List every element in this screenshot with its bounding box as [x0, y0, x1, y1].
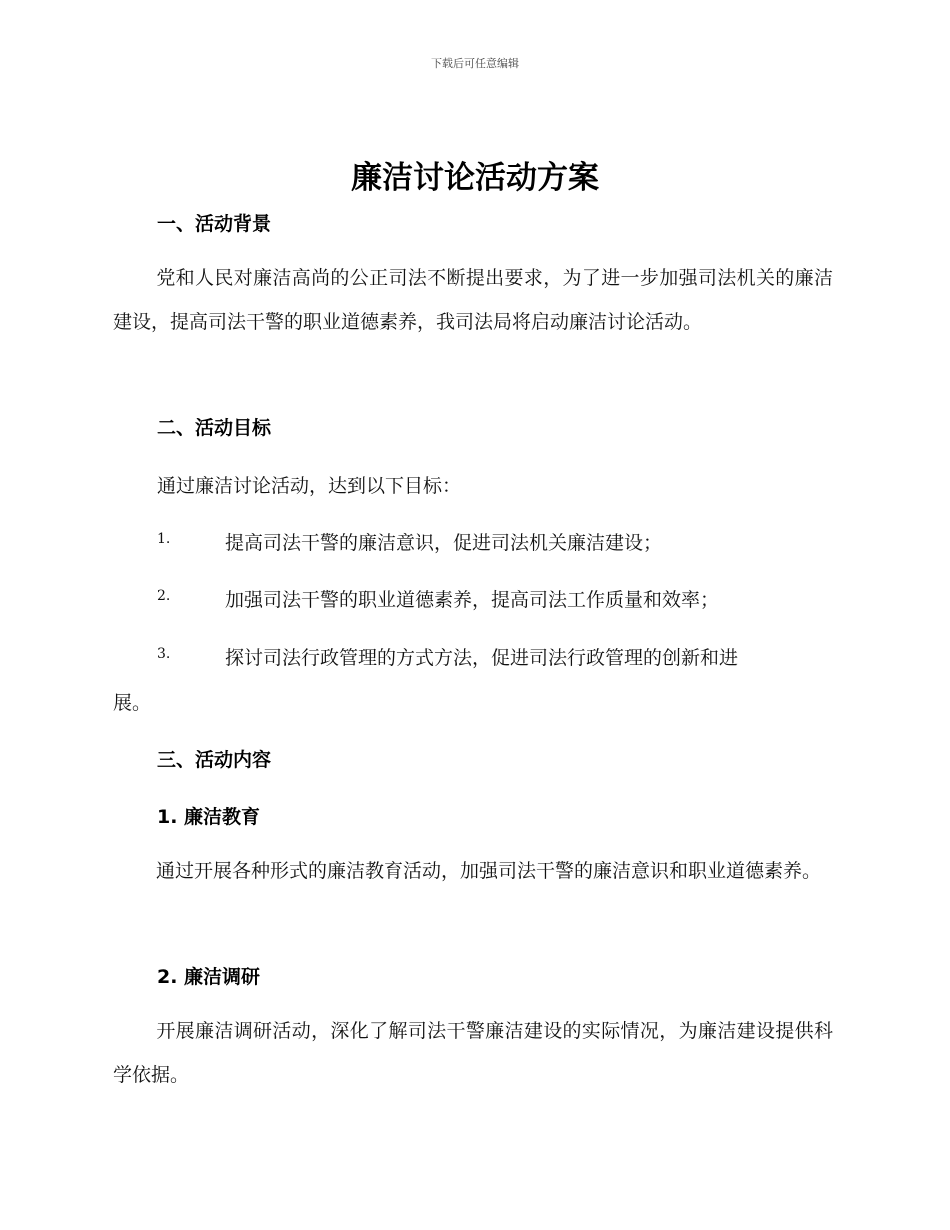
section-heading-content: 三、活动内容 — [157, 749, 272, 771]
list-item-text: 加强司法干警的职业道德素养，提高司法工作质量和效率； — [225, 589, 720, 611]
paragraph-background-text: 党和人民对廉洁高尚的公正司法不断提出要求，为了进一步加强司法机关的廉洁建设，提高司法干警的职业道德素养，我司法局将启动廉洁讨论活动。 — [113, 267, 833, 333]
list-item-number: 3. — [157, 646, 171, 662]
paragraph-education — [113, 849, 833, 893]
subsection-heading-research: 2. 廉洁调研 — [157, 966, 261, 988]
list-item-number: 1. — [157, 531, 171, 547]
paragraph-background — [113, 256, 833, 344]
document-title: 廉洁讨论活动方案 — [351, 160, 599, 196]
paragraph-research-text: 开展廉洁调研活动，深化了解司法干警廉洁建设的实际情况，为廉洁建设提供科学依据。 — [113, 1020, 833, 1086]
section-heading-goals: 二、活动目标 — [157, 417, 272, 439]
paragraph-education-text: 通过开展各种形式的廉洁教育活动，加强司法干警的廉洁意识和职业道德素养。 — [156, 860, 822, 882]
list-item-text: 提高司法干警的廉洁意识，促进司法机关廉洁建设； — [225, 532, 663, 554]
goals-intro: 通过廉洁讨论活动，达到以下目标： — [157, 475, 462, 497]
list-item-number: 2. — [157, 588, 171, 604]
section-heading-background: 一、活动背景 — [157, 213, 272, 235]
subsection-heading-education: 1. 廉洁教育 — [157, 806, 261, 828]
list-item-continuation: 展。 — [113, 692, 152, 714]
list-item-text: 探讨司法行政管理的方式方法，促进司法行政管理的创新和进 — [225, 647, 739, 669]
paragraph-research — [113, 1009, 833, 1097]
header-note: 下载后可任意编辑 — [431, 57, 519, 70]
